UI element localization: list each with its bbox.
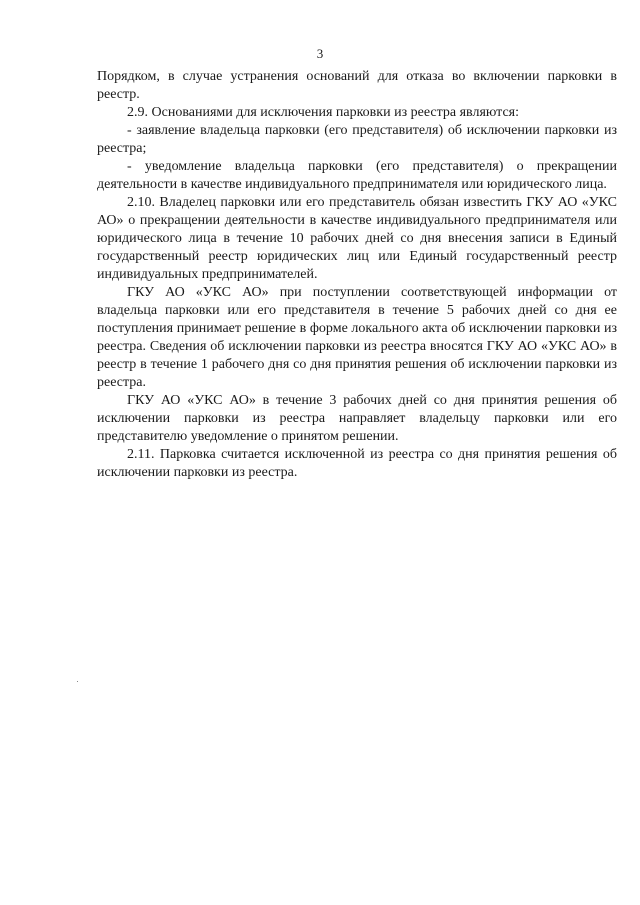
paragraph-continuation: Порядком, в случае устранения оснований для отказа во включении парковки в реестр. xyxy=(97,69,617,102)
scan-speck xyxy=(77,681,78,682)
paragraph-2-11: 2.11. Парковка считается исключенной из реестра со дня принятия решения об исключении парковки из реестра. xyxy=(97,447,617,480)
page-number: 3 xyxy=(316,46,324,61)
paragraph-2-10-decision: ГКУ АО «УКС АО» при поступлении соответствующей информации от владельца парковки или его представителя в течение 5 рабочих дней со дня ее поступления принимает решение в форме локального акта об исключении парковки из реестра. Сведения об исключении парковки из реестра вносятся ГКУ АО «УКС АО» в реестр в течение 1 рабочего дня со дня принятия решения об исключении парковки из реестра. xyxy=(97,285,617,390)
document-body xyxy=(97,68,617,482)
paragraph-2-10-notice: ГКУ АО «УКС АО» в течение 3 рабочих дней со дня принятия решения об исключении парковки из реестра направляет владельцу парковки или его представителю уведомление о принятом решении. xyxy=(97,393,617,444)
paragraph-2-10: 2.10. Владелец парковки или его представитель обязан известить ГКУ АО «УКС АО» о прекращении деятельности в качестве индивидуального предпринимателя или юридического лица в течение 10 рабочих дней со дня внесения записи в Единый государственный реестр юридических лиц или Единый государственный реестр индивидуальных предпринимателей. xyxy=(97,195,617,282)
list-item-2-9-application: - заявление владельца парковки (его представителя) об исключении парковки из реестра; xyxy=(97,123,617,156)
list-item-2-9-notification: - уведомление владельца парковки (его представителя) о прекращении деятельности в качестве индивидуального предпринимателя или юридического лица. xyxy=(97,159,617,192)
paragraph-2-9: 2.9. Основаниями для исключения парковки из реестра являются: xyxy=(127,105,519,120)
